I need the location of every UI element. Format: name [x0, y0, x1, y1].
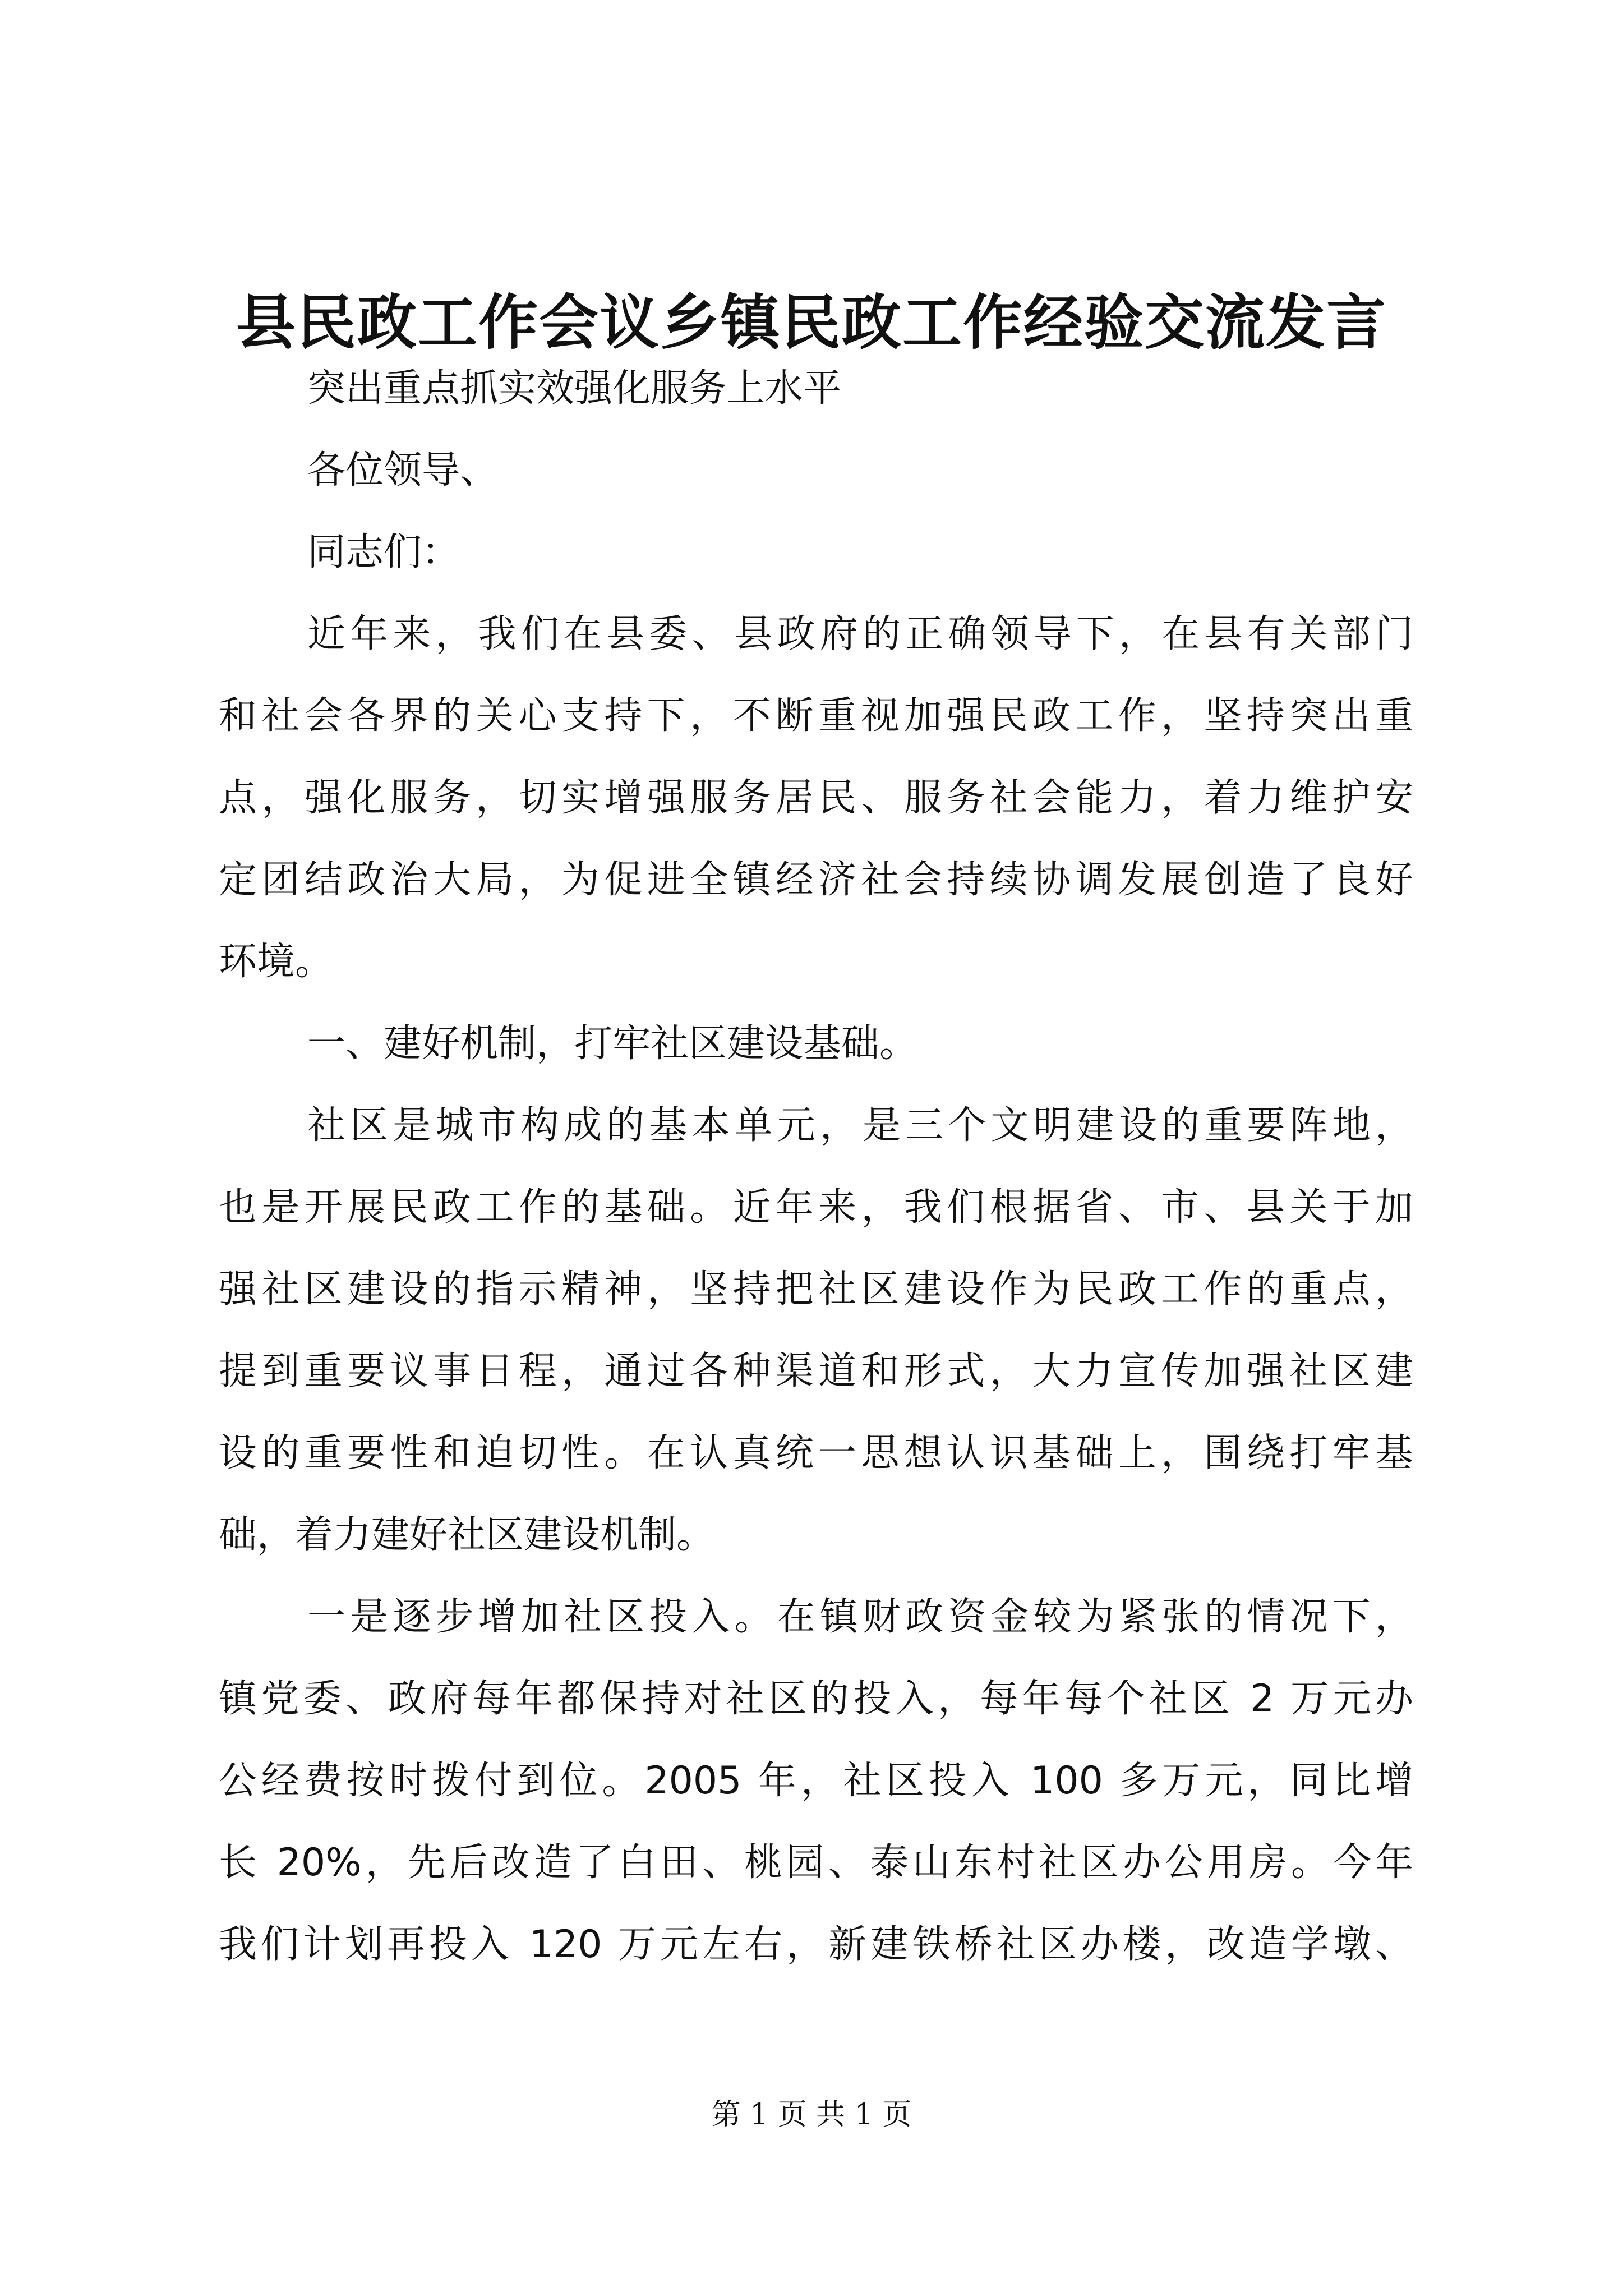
document-body	[219, 348, 1413, 1986]
salutation-line: 同志们：	[307, 530, 460, 574]
section-heading: 一、建好机制，打牢社区建设基础。	[307, 1022, 918, 1066]
paragraph-line: 公经费按时拨付到位。2005 年，社区投入 100 多万元，同比增	[219, 1759, 1413, 1803]
paragraph-line: 近年来，我们在县委、县政府的正确领导下，在县有关部门	[307, 612, 1413, 656]
paragraph-line: 社区是城市构成的基本单元，是三个文明建设的重要阵地，	[307, 1103, 1413, 1148]
paragraph-line: 提到重要议事日程，通过各种渠道和形式，大力宣传加强社区建	[219, 1349, 1413, 1393]
paragraph-line: 和社会各界的关心支持下，不断重视加强民政工作，坚持突出重	[219, 694, 1413, 738]
paragraph-line: 设的重要性和迫切性。在认真统一思想认识基础上，围绕打牢基	[219, 1431, 1413, 1475]
page-footer: 第 1 页 共 1 页	[711, 2098, 912, 2132]
paragraph-line: 一是逐步增加社区投入。在镇财政资金较为紧张的情况下，	[307, 1595, 1413, 1639]
document-title: 县民政工作会议乡镇民政工作经验交流发言	[236, 287, 1387, 357]
paragraph-line: 镇党委、政府每年都保持对社区的投入，每年每个社区 2 万元办	[219, 1677, 1413, 1721]
paragraph-line: 础，着力建好社区建设机制。	[219, 1513, 715, 1557]
subtitle-line: 突出重点抓实效强化服务上水平	[307, 366, 842, 411]
paragraph-line: 点，强化服务，切实增强服务居民、服务社会能力，着力维护安	[219, 776, 1413, 820]
paragraph-line: 强社区建设的指示精神，坚持把社区建设作为民政工作的重点，	[219, 1267, 1413, 1312]
paragraph-line: 环境。	[219, 940, 334, 984]
paragraph-line: 也是开展民政工作的基础。近年来，我们根据省、市、县关于加	[219, 1185, 1413, 1230]
paragraph-line: 长 20%，先后改造了白田、桃园、泰山东村社区办公用房。今年	[219, 1841, 1413, 1885]
paragraph-line: 定团结政治大局，为促进全镇经济社会持续协调发展创造了良好	[219, 858, 1413, 902]
salutation-line: 各位领导、	[307, 448, 499, 493]
paragraph-line: 我们计划再投入 120 万元左右，新建铁桥社区办楼，改造学墩、	[219, 1922, 1413, 1967]
